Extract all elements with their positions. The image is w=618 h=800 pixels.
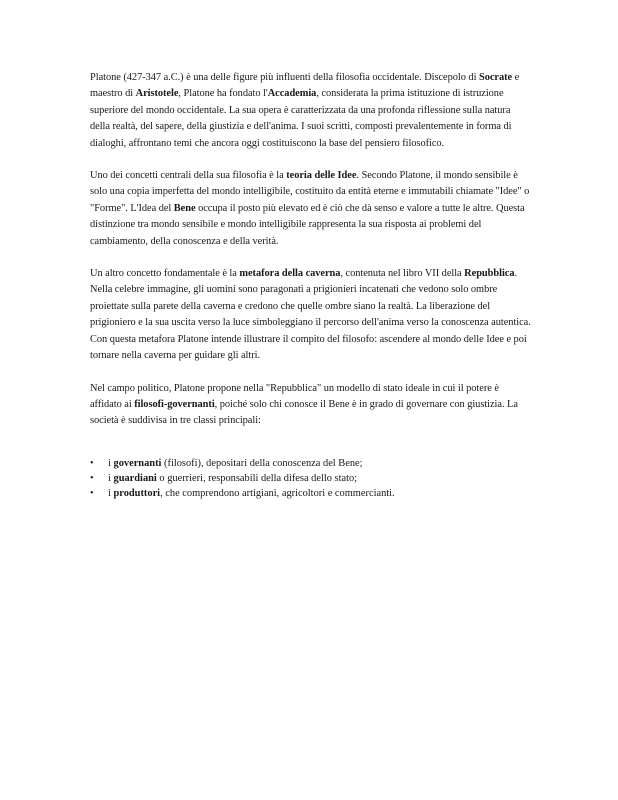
text-segment: Un altro concetto fondamentale è la [90, 268, 240, 280]
bold-term: Repubblica [464, 268, 515, 280]
text-segment: , Platone ha fondato l' [178, 88, 268, 100]
body-text [90, 70, 532, 430]
text-segment: Platone (427-347 a.C.) è una delle figure più influenti della filosofia occidentale. Discepolo di [90, 72, 479, 83]
list-item-text [108, 456, 363, 471]
text-segment: e maestro di [90, 72, 520, 100]
paragraph [90, 381, 532, 430]
list-item [90, 471, 532, 486]
list-item-description: , che comprendono artigiani, agricoltori e commercianti. [160, 488, 395, 500]
document-page [90, 70, 532, 501]
text-segment: , contenuta nel libro VII della [340, 268, 465, 280]
text-segment: occupa il posto più elevato ed è ciò che dà senso e valore a tutte le altre. Questa distinzione tra mondo sensibile e mondo intelligibile rappresenta la sua risposta ai problemi del cambiamento, della conoscenza e della verità. [90, 202, 525, 247]
paragraph [90, 168, 532, 250]
list-item-description: o guerrieri, responsabili della difesa dello stato; [156, 472, 358, 484]
class-name: produttori [113, 488, 161, 500]
text-segment: Nel campo politico, Platone propone nella "Repubblica" un modello di stato ideale in cui il potere è affidato ai [90, 382, 499, 410]
bold-term: metafora della caverna [239, 268, 341, 280]
list-item-prefix: i [108, 457, 114, 469]
bullet-icon: • [90, 457, 94, 469]
list-item [90, 486, 532, 501]
text-segment: . Nella celebre immagine, gli uomini sono paragonati a prigionieri incatenati che vedono solo ombre proiettate sulla parete della caverna e credono che quelle ombre siano la realtà. La liberazione del prigioniero e la sua uscita verso la luce simboleggiano il percorso dell'anima verso la conoscenza autentica. Con questa metafora Platone intende illustrare il compito del filosofo: ascendere al mondo delle Idee e poi tornare nella caverna per guidare gli altri. [90, 268, 531, 362]
list-item-text [108, 471, 357, 486]
bullet-icon: • [90, 488, 94, 500]
social-classes-list [90, 456, 532, 502]
class-name: guardiani [113, 472, 157, 484]
paragraph [90, 70, 532, 152]
list-item-text [108, 486, 395, 501]
list-item-description: (filosofi), depositari della conoscenza del Bene; [161, 457, 363, 469]
bold-term: filosofi-governanti [134, 398, 215, 410]
paragraph [90, 266, 532, 364]
bold-term: Accademia [267, 88, 317, 100]
list-item-prefix: i [108, 488, 114, 500]
text-segment: , considerata la prima istituzione di istruzione superiore del mondo occidentale. La sua opera è caratterizzata da una profonda riflessione sulla natura della realtà, del sapere, della giustizia e dell'anima. I suoi scritti, composti prevalentemente in forma di dialoghi, affrontano temi che ancora oggi costituiscono la base del pensiero filosofico. [90, 88, 512, 149]
bold-term: Socrate [478, 72, 513, 83]
text-segment: . Secondo Platone, il mondo sensibile è solo una copia imperfetta del mondo intelligibile, costituito da entità eterne e immutabili chiamate "Idee" o "Forme". L'Idea del [90, 170, 530, 214]
bold-term: teoria delle Idee [286, 170, 357, 182]
text-segment: Uno dei concetti centrali della sua filosofia è la [90, 170, 287, 182]
list-item-prefix: i [108, 472, 114, 484]
text-segment: , poiché solo chi conosce il Bene è in grado di governare con giustizia. La società è suddivisa in tre classi principali: [90, 398, 518, 427]
list-item [90, 456, 532, 471]
class-name: governanti [113, 457, 162, 469]
bold-term: Aristotele [135, 88, 179, 100]
bold-term: Bene [173, 202, 196, 214]
bullet-icon: • [90, 472, 94, 484]
